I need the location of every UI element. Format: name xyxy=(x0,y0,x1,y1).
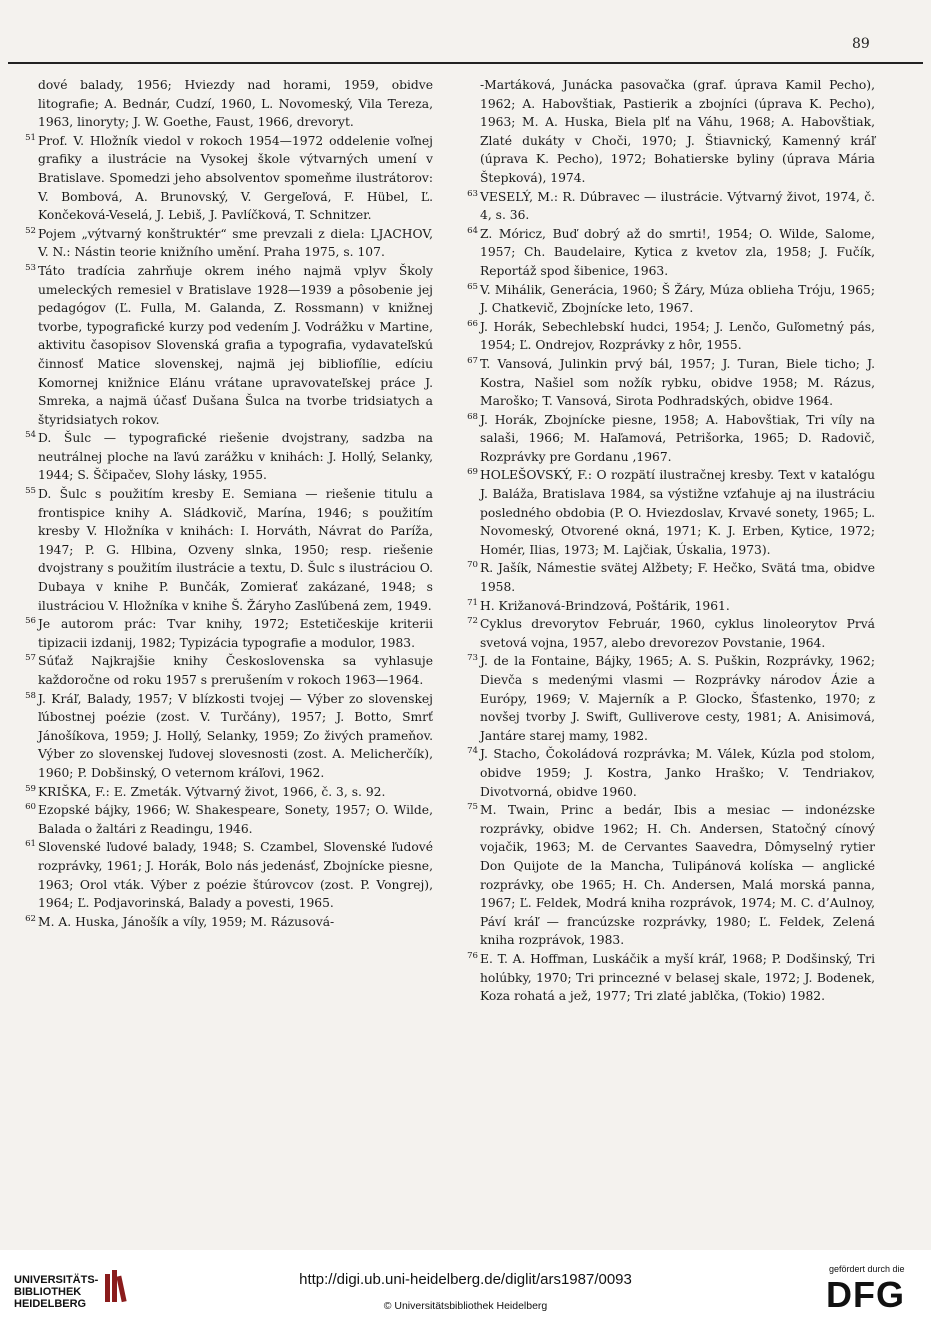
footnote-text: Je autorom prác: Tvar knihy, 1972; Estetičeskije kriterii tipizacii izdanij, 1982; Typizácia typografie a modulor, 1983. xyxy=(38,617,433,650)
footnote-text: J. Horák, Zbojnícke piesne, 1958; A. Habovštiak, Tri víly na salaši, 1966; M. Haľamová, Petrišorka, 1965; D. Radovič, Rozprávky pre Gordanu ,1967. xyxy=(480,412,875,464)
footnote-text: Ezopské bájky, 1966; W. Shakespeare, Sonety, 1957; O. Wilde, Balada o žaltári z Readingu, 1946. xyxy=(38,803,433,836)
footnote-text: M. Twain, Princ a bedár, Ibis a mesiac — indonézske rozprávky, obidve 1962; H. Ch. Andersen, Statočný cínový vojačik, 1963; M. de Cervantes Saavedra, Dômyselný rytier Don Quijote de la Mancha, Tulipánová kolíska — anglické rozprávky, obe 1965; H. Ch. Andersen, Malá morská panna, 1967; Ľ. Feldek, Modrá kniha rozprávok, 1974; M. C. d’Aulnoy, Páví kráľ — francúzske rozprávky, 1980; Ľ. Feldek, Zelená kniha rozprávok, 1983. xyxy=(480,803,875,948)
footnote-text: Súťaž Najkrajšie knihy Československa sa vyhlasuje každoročne od roku 1957 s prerušením v rokoch 1963—1964. xyxy=(38,654,433,687)
footnote xyxy=(467,615,875,652)
footnote-text: Prof. V. Hložník viedol v rokoch 1954—1972 oddelenie voľnej grafiky a ilustrácie na Vysokej škole výtvarných umení v Bratislave. Spomedzi jeho absolventov spomeňme ilustrátorov: V. Bombová, A. Brunovský, V. Gergeľová, F. Hübel, Ľ. Končeková-Veselá, J. Lebiš, J. Pavlíčková, T. Schnitzer. xyxy=(38,133,433,223)
footnote-number: 56 xyxy=(25,616,36,627)
dfg-logo[interactable]: DFG xyxy=(826,1274,905,1315)
footnote-text: KRIŠKA, F.: E. Zmeták. Výtvarný život, 1966, č. 3, s. 92. xyxy=(38,784,386,799)
footnote xyxy=(467,745,875,801)
footnote-continuation: dové balady, 1956; Hviezdy nad horami, 1959, obidve litografie; A. Bednár, Cudzí, 1960, L. Novomeský, Vila Tereza, 1963, linoryty; J. W. Goethe, Faust, 1966, drevoryt. xyxy=(38,78,433,130)
footnote-number: 66 xyxy=(467,318,478,329)
footnote-text: E. T. A. Hoffman, Luskáčik a myší kráľ, 1968; P. Dodšinský, Tri holúbky, 1970; Tri princezné v belasej skale, 1972; J. Bodenek, Kozа rohatá a jež, 1977; Tri zlaté jablčka, (Tokio) 1982. xyxy=(480,951,875,1004)
footnote-text: Slovenské ľudové balady, 1948; S. Czambel, Slovenské ľudové rozprávky, 1961; J. Horák, Bolo nás jedenásť, Zbojnícke piesne, 1963; Orol vták. Výber z poézie štúrovcov (zost. P. Vongrej), 1964; Ľ. Podjavorinská, Balady a povesti, 1965. xyxy=(38,840,433,911)
footnote-number: 62 xyxy=(25,913,36,924)
library-name-line3: HEIDELBERG xyxy=(14,1298,87,1310)
footnote-text: VESELÝ, M.: R. Dúbravec — ilustrácie. Výtvarný život, 1974, č. 4, s. 36. xyxy=(480,189,875,223)
footnote-text: D. Šulc — typografické riešenie dvojstrany, sadzba na neutrálnej ploche na ľavú zarážku v knihách: J. Hollý, Selanky, 1944; S. Ščipačev, Slohy lásky, 1955. xyxy=(38,431,433,483)
footnote-number: 55 xyxy=(25,486,36,497)
footnote-text: Pojem „výtvarný konštruktér“ sme prevzali z diela: LJACHOV, V. N.: Nástin teorie knižního umění. Praha 1975, s. 107. xyxy=(38,226,433,260)
footnote xyxy=(25,838,433,912)
footnote-number: 76 xyxy=(467,950,478,961)
footnote-text: J. Stacho, Čokoládová rozprávka; M. Válek, Kúzla pod stolom, obidve 1959; J. Kostra, Janko Hraško; V. Tendriakov, Divotvorná, obidve 1960. xyxy=(480,747,875,799)
footnote-number: 52 xyxy=(25,225,36,236)
footnote-text: J. Kráľ, Balady, 1957; V blízkosti tvojej — Výber zo slovenskej ľúbostnej poézie (zost. V. Turčány), 1957; J. Botto, Smrť Jánošíkova, 1959; J. Hollý, Selanky, 1959; Zo živých prameňov. Výber zo slovenskej ľudovej slovesnosti (zost. A. Melicherčík), 1960; P. Dobšinský, O veternom kráľovi, 1962. xyxy=(38,691,433,780)
copyright-text: © Universitätsbibliothek Heidelberg xyxy=(383,1300,548,1312)
footnote-number: 64 xyxy=(467,225,478,236)
footnote-number: 63 xyxy=(467,188,478,199)
library-name-line1: UNIVERSITÄTS- xyxy=(14,1274,99,1286)
permalink-url[interactable]: http://digi.ub.uni-heidelberg.de/diglit/ars1987/0093 xyxy=(299,1271,632,1288)
footnote-number: 73 xyxy=(467,653,478,664)
footnote-number: 70 xyxy=(467,560,478,571)
footnote xyxy=(25,485,433,615)
footnote-number: 71 xyxy=(467,597,478,608)
footnote-number: 51 xyxy=(25,132,36,143)
right-column xyxy=(467,76,875,1006)
header-rule xyxy=(8,62,923,64)
left-column xyxy=(25,76,433,931)
footnote xyxy=(467,411,875,467)
footnote-number: 67 xyxy=(467,355,478,366)
footnote-number: 74 xyxy=(467,746,478,757)
footnote xyxy=(467,801,875,950)
footnote-number: 54 xyxy=(25,430,36,441)
footnote xyxy=(467,355,875,411)
footnote xyxy=(25,652,433,689)
footnote xyxy=(25,801,433,838)
footnote-continuation: -Martáková, Junácka pasovačka (graf. úprava Kamil Pecho), 1962; A. Habovštiak, Pastierik a zbojníci (úprava K. Pecho), 1963; M. A. Huska, Biela plť na Váhu, 1968; A. Habovštiak, Zlaté dukáty v Choči, 1970; J. Štiavnický, Kamenný kráľ (úprava K. Pecho), 1972; Bohatierske byliny (úprava Mária Štepková), 1974. xyxy=(480,78,875,185)
footnote-text: Z. Móricz, Buď dobrý až do smrti!, 1954; O. Wilde, Salome, 1957; Ch. Baudelaire, Kytica z kvetov zla, 1958; J. Fučík, Reportáž spod šibenice, 1963. xyxy=(480,226,875,278)
footnote xyxy=(467,318,875,355)
footnote-text: Táto tradícia zahrňuje okrem iného najmä vplyv Školy umeleckých remesiel v Bratislave 1928—1939 a pôsobenie jej pedagógov (Ľ. Fulla, M. Galanda, Z. Rossmann) v knižnej tvorbe, typografické kurzy pod vedením J. Vodrážku v Martine, aktivitu časopisov Slovenská grafia a typografia, vydavateľskú činnosť Matice slovenskej, najmä jej bibliofílie, edíciu Komornej knižnice Elánu vrátane upravovateľskej práce J. Smreka, a najmä účasť Dušana Šulca na tvorbe tridsiatych a štyridsiatych rokov. xyxy=(38,263,433,427)
footnote-text: HOLEŠOVSKÝ, F.: O rozpätí ilustračnej kresby. Text v katalógu J. Baláža, Bratislava 1984, sa výstižne vzťahuje aj na ilustráciu posledného obdobia (P. O. Hviezdoslav, Krvavé sonety, 1965; L. Novomeský, Otvorené okná, 1971; K. J. Erben, Kytice, 1972; Homér, Ilias, 1973; M. Lajčiak, Úskalia, 1973). xyxy=(480,468,875,557)
footnote-number: 69 xyxy=(467,467,478,478)
footnote xyxy=(467,225,875,281)
footnote xyxy=(467,281,875,318)
footnote-number: 72 xyxy=(467,616,478,627)
footnote-number: 65 xyxy=(467,281,478,292)
footnote xyxy=(25,262,433,429)
footnote xyxy=(25,690,433,783)
footnote-text: J. de la Fontaine, Bájky, 1965; A. S. Puškin, Rozprávky, 1962; Dievča s medenými vlasmi — Rozprávky národov Ázie a Európy, 1969; V. Majerník a P. Glocko, Šťastenko, 1970; z novšej tvorby J. Swift, Gulliverove cesty, 1981; A. Anisimová, Jantáre starej mamy, 1982. xyxy=(480,654,875,743)
footnote xyxy=(467,597,875,616)
footnote xyxy=(25,913,433,932)
footnote-text: V. Mihálik, Generácia, 1960; Š Žáry, Múza oblieha Tróju, 1965; J. Chatkevič, Zbojnícke leto, 1967. xyxy=(480,282,875,316)
footnote-text: T. Vansová, Julinkin prvý bál, 1957; J. Turan, Biele ticho; J. Kostra, Našiel som nožík rybku, obidve 1958; M. Rázus, Maroško; T. Vansová, Sirota Podhradských, obidve 1964. xyxy=(480,356,875,409)
footnote-text: R. Jašík, Námestie svätej Alžbety; F. Hečko, Svätá tma, obidve 1958. xyxy=(480,561,875,595)
page-number: 89 xyxy=(852,36,870,52)
footnote-number: 58 xyxy=(25,690,36,701)
library-name-line2: BIBLIOTHEK xyxy=(14,1286,82,1298)
footnote xyxy=(25,225,433,262)
footnote-text: Cyklus drevorytov Február, 1960, cyklus linoleorytov Prvá svetová vojna, 1957, alebo drevorezov Povstanie, 1964. xyxy=(480,617,875,650)
footnote xyxy=(25,615,433,652)
footnote-text: D. Šulc s použitím kresby E. Semiana — riešenie titulu a frontispice knihy A. Sládkovič, Marína, 1946; s použitím kresby V. Hložníka v knihách: I. Horváth, Návrat do Paríža, 1947; P. G. Hlbina, Ozveny slnka, 1950; resp. riešenie dvojstrany s použitím ilustrácie a textu, D. Šulc s ilustráciou O. Dubaya v knihe P. Bunčák, Zomierať zakázané, 1948; s ilustráciou V. Hložníka v knihe Š. Žáryho Zasľúbená zem, 1949. xyxy=(38,487,433,613)
footnote xyxy=(25,429,433,485)
footnote-number: 68 xyxy=(467,411,478,422)
footnote-number: 75 xyxy=(467,802,478,813)
footnote-text: H. Križanová-Brindzová, Poštárik, 1961. xyxy=(480,598,730,613)
footnote xyxy=(467,652,875,745)
footnote xyxy=(467,466,875,559)
footnote xyxy=(467,188,875,225)
footnote-number: 53 xyxy=(25,262,36,273)
footnote-text: M. A. Huska, Jánošík a víly, 1959; M. Rázusová- xyxy=(38,914,335,929)
footnote xyxy=(25,132,433,225)
viewer-footer xyxy=(0,1250,931,1322)
footnote-number: 57 xyxy=(25,653,36,664)
footnote-number: 60 xyxy=(25,802,36,813)
footnote xyxy=(467,950,875,1006)
footnote-text: J. Horák, Sebechlebskí hudci, 1954; J. Lenčo, Guľometný pás, 1954; Ľ. Ondrejov, Rozprávky z hôr, 1955. xyxy=(480,319,875,353)
footnote xyxy=(467,559,875,596)
funding-caption: gefördert durch die xyxy=(829,1264,905,1274)
footnote-number: 61 xyxy=(25,839,36,850)
footnote xyxy=(25,783,433,802)
footnote-number: 59 xyxy=(25,783,36,794)
